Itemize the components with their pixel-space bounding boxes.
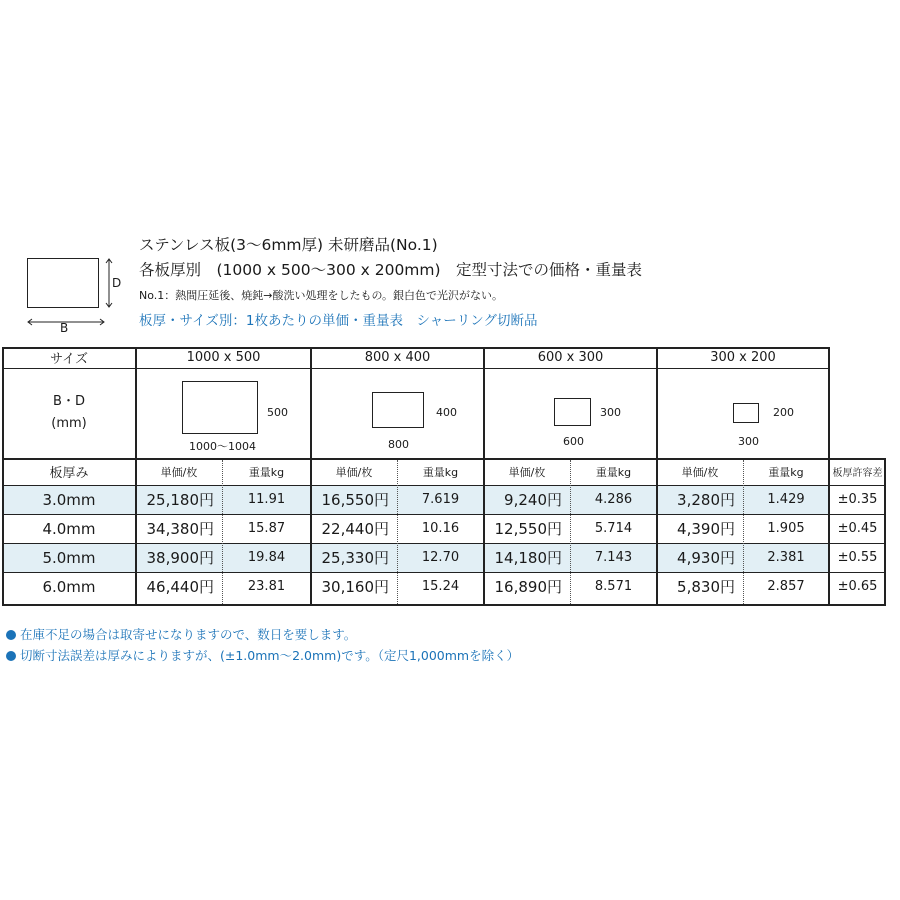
tolerance-header: 板厚許容差	[832, 468, 883, 479]
note-stock-text: 在庫不足の場合は取寄せになりますので、数日を要します。	[20, 627, 357, 642]
price-cell-300x200: 5,830円	[677, 578, 735, 596]
bd-label: B・D	[53, 394, 85, 409]
weight-cell-1000x500: 23.81	[247, 579, 286, 594]
thickness-cell: 4.0mm	[42, 519, 96, 538]
price-cell-1000x500: 25,180円	[146, 491, 214, 509]
weight-cell-800x400: 15.24	[421, 579, 460, 594]
weight-cell-600x300: 4.286	[594, 492, 633, 507]
thickness-header: 板厚み	[49, 466, 89, 481]
table-caption: 板厚・サイズ別：1枚あたりの単価・重量表 シャーリング切断品	[139, 313, 538, 329]
table-dotted-v2	[397, 460, 398, 604]
weight-cell-300x200: 1.429	[767, 492, 805, 507]
weight-cell-300x200: 1.905	[767, 521, 805, 536]
price-cell-800x400: 16,550円	[321, 491, 389, 509]
finish-note: No.1：熱間圧延後、焼鈍→酸洗い処理をしたもの。銀白色で光沢がない。	[139, 289, 504, 302]
tolerance-cell: ±0.65	[837, 579, 878, 594]
weight-cell-800x400: 7.619	[421, 492, 460, 507]
note-stock	[6, 625, 356, 643]
weight-header-800x400: 重量kg	[422, 465, 459, 479]
weight-cell-800x400: 10.16	[421, 521, 460, 536]
size-name-1000x500: 1000 x 500	[186, 350, 261, 365]
page-title: ステンレス板(3〜6mm厚) 未研磨品(No.1)	[139, 236, 438, 254]
price-cell-1000x500: 46,440円	[146, 578, 214, 596]
price-header-600x300: 単価/枚	[508, 465, 546, 479]
table-border-top	[2, 347, 829, 349]
price-cell-800x400: 25,330円	[321, 549, 389, 567]
size-box-1000x500	[182, 381, 258, 434]
size-name-300x200: 300 x 200	[710, 350, 776, 365]
price-cell-300x200: 3,280円	[677, 491, 735, 509]
size-header: サイズ	[50, 352, 88, 367]
weight-header-600x300: 重量kg	[595, 465, 632, 479]
price-cell-300x200: 4,930円	[677, 549, 735, 567]
note-tolerance	[6, 646, 519, 664]
price-cell-600x300: 9,240円	[504, 491, 562, 509]
page-subtitle: 各板厚別 (1000 x 500〜300 x 200mm) 定型寸法での価格・重量表	[139, 261, 643, 279]
table-dotted-v4	[743, 460, 744, 604]
price-header-1000x500: 単価/枚	[160, 465, 198, 479]
size-b-300x200: 300	[738, 435, 759, 448]
price-weight-table	[2, 347, 886, 606]
diagram-b-label: B	[60, 321, 69, 335]
table-line-v1	[135, 347, 137, 606]
weight-cell-1000x500: 19.84	[247, 550, 286, 565]
price-cell-800x400: 30,160円	[321, 578, 389, 596]
price-cell-600x300: 14,180円	[494, 549, 562, 567]
price-cell-600x300: 12,550円	[494, 520, 562, 538]
tolerance-cell: ±0.35	[837, 492, 878, 507]
plate-diagram	[27, 258, 99, 308]
size-b-600x300: 600	[563, 435, 584, 448]
price-cell-800x400: 22,440円	[321, 520, 389, 538]
table-line-v3	[483, 347, 485, 606]
bd-unit: (mm)	[51, 416, 87, 431]
size-b-1000x500: 1000〜1004	[189, 440, 256, 453]
size-d-800x400: 400	[436, 406, 457, 419]
weight-cell-1000x500: 15.87	[247, 521, 286, 536]
size-name-600x300: 600 x 300	[537, 350, 604, 365]
weight-cell-600x300: 7.143	[594, 550, 633, 565]
table-line-v5	[828, 347, 830, 606]
tolerance-cell: ±0.55	[837, 550, 878, 565]
size-box-800x400	[372, 392, 424, 428]
table-border-left	[2, 347, 4, 606]
price-header-300x200: 単価/枚	[681, 465, 719, 479]
table-dotted-v1	[222, 460, 223, 604]
thickness-cell: 6.0mm	[42, 577, 96, 596]
weight-cell-600x300: 5.714	[594, 521, 633, 536]
price-cell-1000x500: 38,900円	[146, 549, 214, 567]
table-dotted-v3	[570, 460, 571, 604]
size-d-1000x500: 500	[267, 406, 288, 419]
price-cell-600x300: 16,890円	[494, 578, 562, 596]
size-box-600x300	[554, 398, 591, 426]
price-cell-300x200: 4,390円	[677, 520, 735, 538]
price-cell-1000x500: 34,380円	[146, 520, 214, 538]
weight-cell-800x400: 12.70	[421, 550, 460, 565]
weight-header-300x200: 重量kg	[768, 465, 804, 479]
size-b-800x400: 800	[388, 438, 409, 451]
weight-header-1000x500: 重量kg	[248, 465, 285, 479]
weight-cell-600x300: 8.571	[594, 579, 633, 594]
price-header-800x400: 単価/枚	[335, 465, 373, 479]
tolerance-cell: ±0.45	[837, 521, 878, 536]
table-border-right	[884, 458, 886, 606]
size-name-800x400: 800 x 400	[364, 350, 431, 365]
table-line-v4	[656, 347, 658, 606]
bd-header	[2, 368, 136, 458]
size-d-300x200: 200	[773, 406, 794, 419]
table-line-h1	[2, 368, 829, 369]
bullet-dot-icon	[6, 630, 16, 640]
table-line-v2	[310, 347, 312, 606]
bullet-dot-icon	[6, 651, 16, 661]
thickness-cell: 5.0mm	[42, 548, 96, 567]
diagram-d-label: D	[112, 276, 122, 290]
note-tolerance-text: 切断寸法誤差は厚みによりますが、(±1.0mm〜2.0mm)です。（定尺1,000mmを除く）	[20, 648, 520, 663]
size-box-300x200	[733, 403, 759, 423]
weight-cell-300x200: 2.857	[767, 579, 805, 594]
weight-cell-300x200: 2.381	[767, 550, 805, 565]
weight-cell-1000x500: 11.91	[247, 492, 286, 507]
thickness-cell: 3.0mm	[42, 490, 96, 509]
size-d-600x300: 300	[600, 406, 621, 419]
